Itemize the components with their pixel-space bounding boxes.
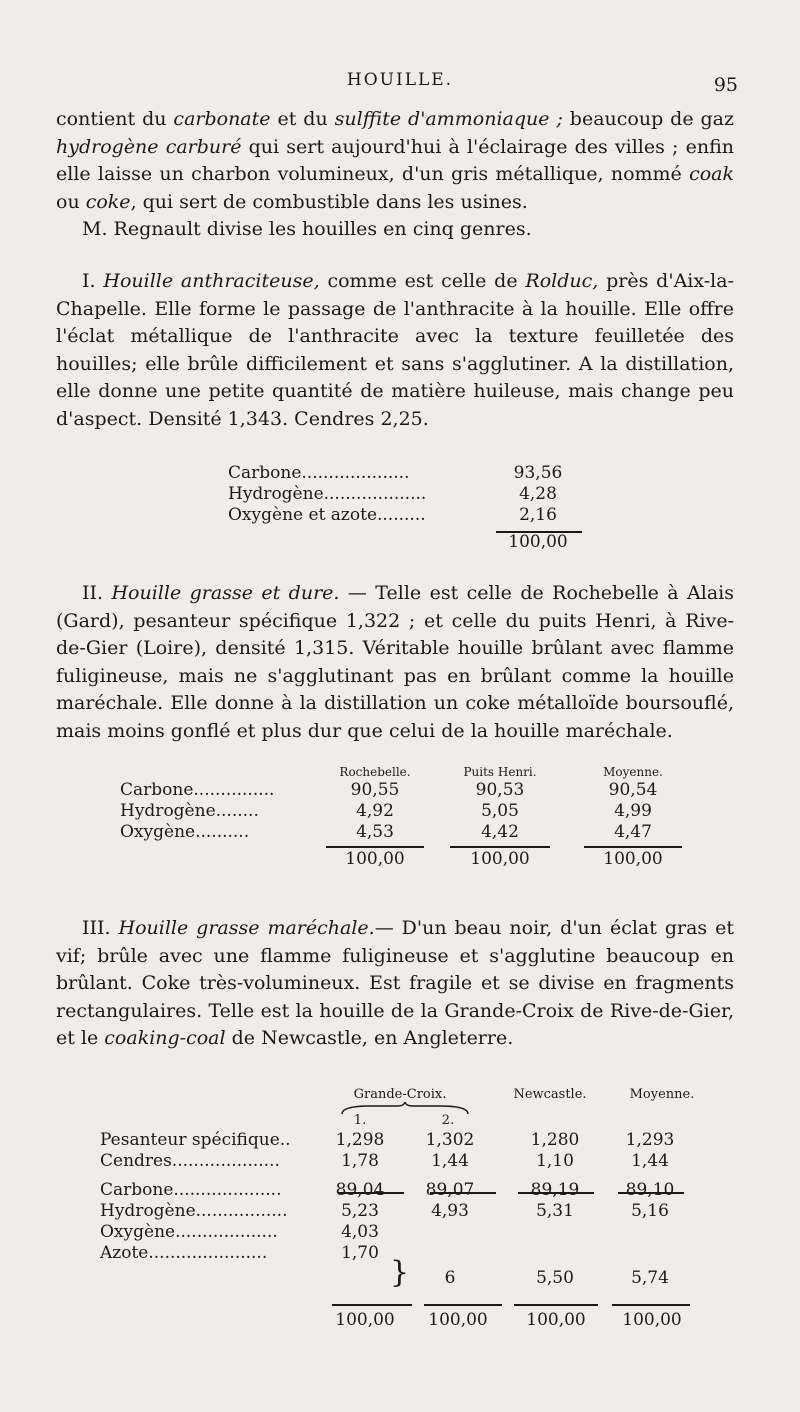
table-total-row — [120, 849, 700, 870]
table-subheader-row — [100, 1110, 720, 1130]
table-row — [120, 801, 700, 822]
cell: 5,50 — [536, 1268, 574, 1288]
paragraph-intro — [56, 106, 734, 244]
total-value: 100,00 — [345, 849, 405, 869]
total-value: 100,00 — [526, 1310, 586, 1330]
cell: 1,298 — [335, 1130, 385, 1150]
cell: 90,53 — [475, 780, 525, 800]
cell: 4,93 — [431, 1201, 469, 1221]
cell: 1,44 — [431, 1151, 469, 1171]
section-name: Houille grasse et dure. — [111, 582, 340, 604]
text-run: beaucoup de gaz — [562, 108, 735, 130]
text-run: Rolduc, — [525, 270, 599, 292]
merge-brace: } — [390, 1255, 410, 1290]
row-value: 2,16 — [519, 505, 557, 525]
row-label: Carbone.................... — [100, 1180, 282, 1200]
section-name: Houille grasse maréchale. — [118, 917, 375, 939]
row-label: Oxygène................... — [100, 1222, 278, 1242]
cell: 89,07 — [425, 1180, 475, 1200]
text-run: et du — [270, 108, 335, 130]
cell: 1,44 — [631, 1151, 669, 1171]
total-value: 100,00 — [622, 1310, 682, 1330]
text-run: M. Regnault divise les houilles en cinq genres. — [82, 218, 532, 240]
sum-rule — [514, 1304, 598, 1306]
text-run: , qui sert de combustible dans les usines. — [130, 190, 528, 213]
row-label: Carbone............... — [120, 780, 275, 800]
text-run: coak — [689, 163, 734, 185]
section-number: II. — [82, 582, 112, 604]
column-header: Newcastle. — [513, 1087, 587, 1102]
row-label: Hydrogène................. — [100, 1201, 288, 1221]
table-row — [228, 463, 588, 484]
section-name: Houille anthraciteuse, — [103, 270, 320, 292]
table-total-row — [228, 532, 588, 553]
cell: 1,10 — [536, 1151, 574, 1171]
composition-table-2 — [120, 762, 700, 902]
composition-table-1 — [228, 463, 588, 573]
cell: 5,16 — [631, 1201, 669, 1221]
total-value: 100,00 — [335, 1310, 395, 1330]
text-run: coaking-coal — [104, 1027, 226, 1049]
table-row — [100, 1243, 720, 1264]
table-header-row — [120, 762, 700, 780]
table-row — [100, 1201, 720, 1222]
composition-table-3 — [100, 1084, 720, 1330]
text-run: — D'un beau noir, d'un éclat gras et vif; brûle avec une flamme fuligineuse et s'agglutine beaucoup en brûlant. Coke très-volumineux. Est fragile et se divise en fragments rectangulaires. Telle est la houille de la Grande-Croix de Rive-de-Gier, et le — [56, 917, 734, 1049]
row-label: Carbone.................... — [228, 463, 410, 483]
row-label: Pesanteur spécifique.. — [100, 1130, 291, 1150]
sum-rule — [424, 1304, 502, 1306]
cell: 1,280 — [530, 1130, 580, 1150]
text-run: près d'Aix-la-Chapelle. Elle forme le passage de l'anthracite à la houille. Elle offre l'éclat métallique de l'anthracite avec la texture feuilletée des houilles; elle brûle difficilement et sans s'agglutiner. A la distillation, elle donne une petite quantité de matière huileuse, mais change peu d'aspect. Densité 1,343. Cendres 2,25. — [56, 270, 734, 430]
table-row — [100, 1151, 720, 1172]
cell: 89,10 — [625, 1180, 675, 1200]
row-value: 93,56 — [513, 463, 563, 483]
cell: 89,04 — [335, 1180, 385, 1200]
cell: 5,31 — [536, 1201, 574, 1221]
column-header: Moyenne. — [629, 1087, 695, 1102]
column-subheader: 1. — [353, 1113, 367, 1128]
row-label: Oxygène et azote......... — [228, 505, 426, 525]
cell: 90,54 — [608, 780, 658, 800]
section-number: III. — [82, 917, 119, 939]
table-row — [228, 505, 588, 526]
table-row — [120, 780, 700, 801]
cell: 90,55 — [350, 780, 400, 800]
cell: 4,99 — [614, 801, 652, 821]
running-title: HOUILLE. — [346, 70, 454, 90]
cell: 5,05 — [481, 801, 519, 821]
column-header: Grande-Croix. — [353, 1087, 447, 1102]
cell: 89,19 — [530, 1180, 580, 1200]
text-run: de Newcastle, en Angleterre. — [225, 1027, 514, 1049]
column-subheader: 2. — [441, 1113, 455, 1128]
paragraph-grasse-dure — [56, 580, 734, 745]
cell: 1,302 — [425, 1130, 475, 1150]
text-run: ou — [56, 190, 86, 213]
row-value: 4,28 — [519, 484, 557, 504]
cell: 5,74 — [631, 1268, 669, 1288]
cell: 4,92 — [356, 801, 394, 821]
cell: 1,293 — [625, 1130, 675, 1150]
table-total-row — [100, 1310, 720, 1331]
column-header: Moyenne. — [603, 765, 663, 779]
table-row — [228, 484, 588, 505]
cell: 4,03 — [341, 1222, 379, 1242]
total-value: 100,00 — [428, 1310, 488, 1330]
cell: 4,42 — [481, 822, 519, 842]
page-header — [0, 70, 800, 94]
column-header: Puits Henri. — [463, 765, 537, 779]
page-number: 95 — [713, 74, 738, 96]
sum-rule — [326, 846, 424, 848]
sum-rule — [584, 846, 682, 848]
paragraph-anthraciteuse — [56, 268, 734, 433]
paragraph-grasse-marechale — [56, 915, 734, 1053]
total-value: 100,00 — [603, 849, 663, 869]
text-run: sulffite d'ammoniaque ; — [334, 108, 563, 130]
cell: 5,23 — [341, 1201, 379, 1221]
text-run: — Telle est celle de Rochebelle à Alais (Gard), pesanteur spécifique 1,322 ; et celle du puits Henri, à Rive-de-Gier (Loire), densité 1,315. Véritable houille brûlant avec flamme fuligineuse, mais ne s'agglutinant pas en brûlant comme la houille maréchale. Elle donne à la distillation un coke métalloïde boursouflé, mais moins gonflé et plus dur que celui de la houille maréchale. — [56, 582, 734, 742]
table-row — [100, 1222, 720, 1243]
cell: 4,47 — [614, 822, 652, 842]
sum-rule — [332, 1304, 412, 1306]
total-value: 100,00 — [470, 849, 530, 869]
row-label: Cendres.................... — [100, 1151, 280, 1171]
text-run: contient du — [56, 108, 174, 130]
text-run: carbonate — [173, 108, 271, 130]
table-row — [120, 822, 700, 843]
text-run: hydrogène carburé — [56, 135, 242, 158]
cell: 1,70 — [341, 1243, 379, 1263]
cell: 4,53 — [356, 822, 394, 842]
row-label: Hydrogène........ — [120, 801, 259, 821]
cell: 6 — [444, 1268, 456, 1288]
text-run: coke — [85, 190, 131, 213]
row-label: Oxygène.......... — [120, 822, 250, 842]
text-run: qui sert aujourd'hui à l'éclairage des villes ; enfin elle laisse un charbon volumineux, d'un gris métallique, nommé — [56, 135, 734, 185]
column-header: Rochebelle. — [339, 765, 411, 779]
text-run: comme est celle de — [319, 270, 526, 292]
row-label: Hydrogène................... — [228, 484, 427, 504]
table-group-header-row — [100, 1084, 720, 1104]
sum-rule — [612, 1304, 690, 1306]
table-row — [100, 1130, 720, 1151]
section-number: I. — [82, 270, 104, 292]
sum-rule — [450, 846, 550, 848]
row-label: Azote...................... — [100, 1243, 268, 1263]
cell: 1,78 — [341, 1151, 379, 1171]
table-row — [100, 1180, 720, 1201]
total-value: 100,00 — [508, 532, 568, 552]
